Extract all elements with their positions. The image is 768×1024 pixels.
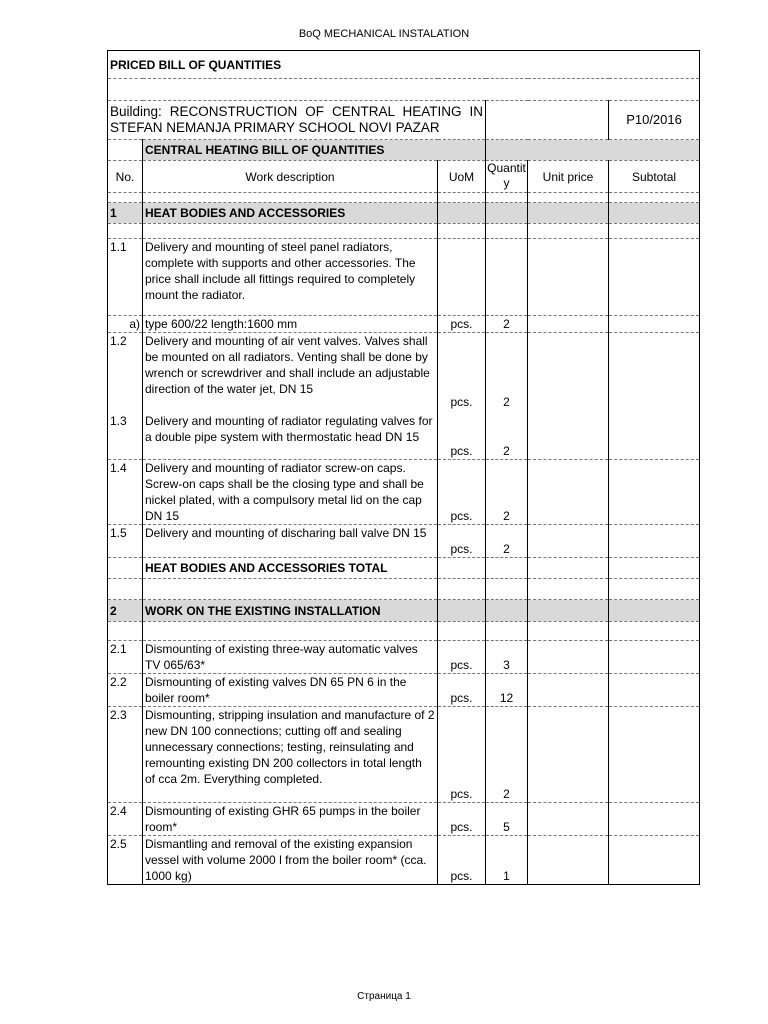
item-subtotal <box>609 674 700 707</box>
item-quantity: 2 <box>486 460 528 525</box>
empty-cell <box>486 140 700 161</box>
item-uom: pcs. <box>438 674 486 707</box>
item-description: Delivery and mounting of steel panel radiators, complete with supports and other accessories. The price shall include all fittings required to completely mount the radiator. <box>143 239 438 316</box>
item-number: 2.4 <box>108 803 143 836</box>
empty-cell <box>486 101 609 140</box>
item-description: Delivery and mounting of air vent valves. Valves shall be mounted on all radiators. Venting shall be done by wrench or screwdriver and shall include an adjustable direction of the water jet, DN 15 <box>143 333 438 410</box>
column-header-description: Work description <box>143 161 438 193</box>
item-number: 1.2 <box>108 333 143 410</box>
item-unit-price <box>528 460 609 525</box>
item-unit-price <box>528 333 609 410</box>
item-uom: pcs. <box>438 641 486 674</box>
item-unit-price <box>528 641 609 674</box>
item-unit-price <box>528 674 609 707</box>
column-header-uom: UoM <box>438 161 486 193</box>
project-code: P10/2016 <box>609 101 700 140</box>
item-quantity: 2 <box>486 333 528 410</box>
item-description: Dismounting of existing GHR 65 pumps in the boiler room* <box>143 803 438 836</box>
item-number: 1.4 <box>108 460 143 525</box>
item-number: 1.1 <box>108 239 143 316</box>
item-number: 2.5 <box>108 836 143 885</box>
item-description: Dismounting of existing three-way automatic valves TV 065/63* <box>143 641 438 674</box>
bill-of-quantities-table <box>107 50 700 885</box>
item-uom: pcs. <box>438 410 486 460</box>
section-title: WORK ON THE EXISTING INSTALLATION <box>143 600 438 622</box>
item-number: 2.3 <box>108 707 143 803</box>
item-uom: pcs. <box>438 836 486 885</box>
spacer-row <box>108 79 700 101</box>
column-header-subtotal: Subtotal <box>609 161 700 193</box>
item-number: 2.1 <box>108 641 143 674</box>
item-quantity: 2 <box>486 316 528 333</box>
item-subtotal <box>609 836 700 885</box>
item-number: 1.3 <box>108 410 143 460</box>
item-description: Delivery and mounting of radiator regulating valves for a double pipe system with thermostatic head DN 15 <box>143 410 438 460</box>
item-unit-price <box>528 316 609 333</box>
section-title: HEAT BODIES AND ACCESSORIES <box>143 203 438 224</box>
item-quantity: 12 <box>486 674 528 707</box>
item-uom: pcs. <box>438 460 486 525</box>
section-number: 1 <box>108 203 143 224</box>
item-subtotal <box>609 707 700 803</box>
item-quantity: 2 <box>486 707 528 803</box>
item-subtotal <box>609 316 700 333</box>
item-number: a) <box>108 316 143 333</box>
item-description: Delivery and mounting of radiator screw-on caps. Screw-on caps shall be the closing type and shall be nickel plated, with a compulsory metal lid on the cap DN 15 <box>143 460 438 525</box>
item-subtotal <box>609 525 700 558</box>
item-subtotal <box>609 641 700 674</box>
item-unit-price <box>528 525 609 558</box>
item-uom: pcs. <box>438 525 486 558</box>
item-quantity: 2 <box>486 525 528 558</box>
item-uom: pcs. <box>438 707 486 803</box>
item-quantity: 2 <box>486 410 528 460</box>
item-quantity <box>486 239 528 316</box>
document-title: PRICED BILL OF QUANTITIES <box>108 51 700 79</box>
item-description: Delivery and mounting of discharing ball valve DN 15 <box>143 525 438 558</box>
item-subtotal <box>609 460 700 525</box>
page-header: BoQ MECHANICAL INSTALATION <box>298 28 470 40</box>
item-subtotal <box>609 410 700 460</box>
item-description: Dismantling and removal of the existing expansion vessel with volume 2000 l from the boiler room* (cca. 1000 kg) <box>143 836 438 885</box>
column-header-quantity: Quantity <box>486 161 528 193</box>
item-number: 1.5 <box>108 525 143 558</box>
page-footer: Страница 1 <box>357 991 411 1002</box>
column-header-no: No. <box>108 161 143 193</box>
section-number: 2 <box>108 600 143 622</box>
item-unit-price <box>528 803 609 836</box>
empty-cell <box>108 140 143 161</box>
section-total-value <box>609 558 700 579</box>
item-subtotal <box>609 239 700 316</box>
item-description: type 600/22 length:1600 mm <box>143 316 438 333</box>
item-subtotal <box>609 803 700 836</box>
item-uom: pcs. <box>438 333 486 410</box>
item-uom: pcs. <box>438 803 486 836</box>
item-quantity: 5 <box>486 803 528 836</box>
section-heading: CENTRAL HEATING BILL OF QUANTITIES <box>143 140 486 161</box>
item-description: Dismounting of existing valves DN 65 PN 6 in the boiler room* <box>143 674 438 707</box>
column-header-unit-price: Unit price <box>528 161 609 193</box>
item-unit-price <box>528 836 609 885</box>
item-unit-price <box>528 707 609 803</box>
building-description: Building: RECONSTRUCTION OF CENTRAL HEATING IN STEFAN NEMANJA PRIMARY SCHOOL NOVI PAZAR <box>108 101 486 140</box>
item-quantity: 3 <box>486 641 528 674</box>
item-subtotal <box>609 333 700 410</box>
item-uom <box>438 239 486 316</box>
item-quantity: 1 <box>486 836 528 885</box>
item-uom: pcs. <box>438 316 486 333</box>
item-number: 2.2 <box>108 674 143 707</box>
item-description: Dismounting, stripping insulation and manufacture of 2 new DN 100 connections; cutting off and sealing unnecessary connections; testing, reinsulating and remounting existing DN 200 collectors in total length of cca 2m. Everything completed. <box>143 707 438 803</box>
section-total-label: HEAT BODIES AND ACCESSORIES TOTAL <box>143 558 438 579</box>
item-unit-price <box>528 410 609 460</box>
item-unit-price <box>528 239 609 316</box>
